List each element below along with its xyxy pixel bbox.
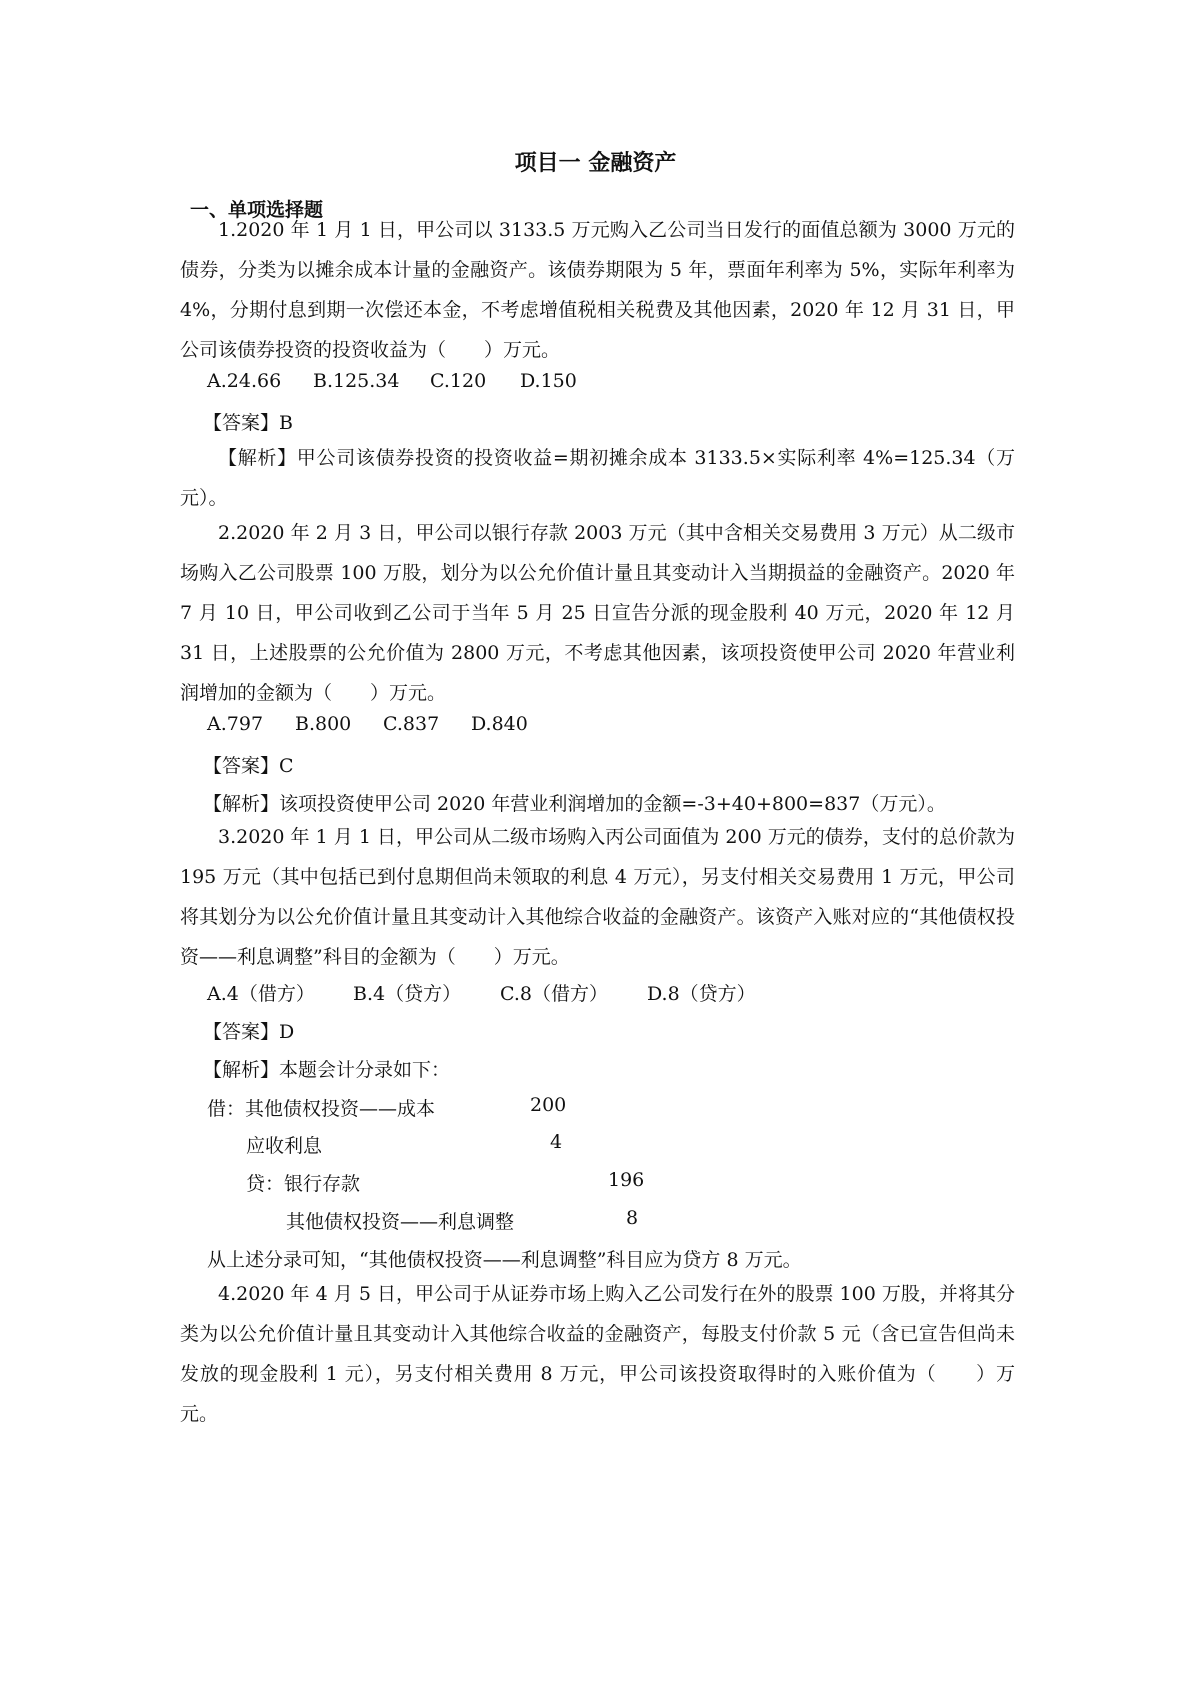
entry-debit-cost-label: 借：其他债权投资——成本 (207, 1098, 436, 1120)
entry-credit-adjustment-label: 其他债权投资——利息调整 (286, 1211, 515, 1233)
question-3-option-a: A.4（借方） (207, 983, 315, 1005)
entry-debit-interest-amount: 4 (550, 1131, 563, 1153)
question-1-option-c: C.120 (430, 370, 487, 392)
question-3-conclusion: 从上述分录可知，“其他债权投资——利息调整”科目应为贷方 8 万元。 (207, 1249, 802, 1271)
entry-credit-bank-amount: 196 (608, 1169, 645, 1191)
entry-debit-interest-label: 应收利息 (246, 1135, 323, 1157)
question-3-answer: 【答案】D (203, 1021, 295, 1043)
question-4-stem: 4.2020 年 4 月 5 日，甲公司于从证券市场上购入乙公司发行在外的股票 100 万股，并将其分类为以公允价值计量且其变动计入其他综合收益的金融资产，每股支付价款 5 元（含已宣告但尚未发放的现金股利 1 元），另支付相关费用 8 万元，甲公司该投资取得时的入账价值为（ ）万元。 (180, 1283, 1015, 1425)
question-3-option-b: B.4（贷方） (353, 983, 462, 1005)
question-3-stem: 3.2020 年 1 月 1 日，甲公司从二级市场购入丙公司面值为 200 万元的债券，支付的总价款为 195 万元（其中包括已到付息期但尚未领取的利息 4 万元），另支付相关交易费用 1 万元，甲公司将其划分为以公允价值计量且其变动计入其他综合收益的金融资产。该资产入账对应的“其他债权投资——利息调整”科目的金额为（ ）万元。 (180, 826, 1015, 968)
question-2-option-d: D.840 (471, 713, 528, 735)
question-1-option-d: D.150 (520, 370, 577, 392)
question-1-analysis: 【解析】甲公司该债券投资的投资收益=期初摊余成本 3133.5×实际利率 4%=125.34（万元）。 (180, 447, 1015, 509)
question-3-option-c: C.8（借方） (500, 983, 608, 1005)
entry-credit-adjustment-amount: 8 (626, 1207, 639, 1229)
question-3-analysis: 【解析】本题会计分录如下： (203, 1059, 451, 1081)
question-3-option-d: D.8（贷方） (647, 983, 756, 1005)
entry-credit-bank-label: 贷：银行存款 (246, 1173, 361, 1195)
entry-debit-cost-amount: 200 (530, 1094, 567, 1116)
question-1-option-b: B.125.34 (313, 370, 400, 392)
question-2-option-b: B.800 (295, 713, 352, 735)
question-1-stem: 1.2020 年 1 月 1 日，甲公司以 3133.5 万元购入乙公司当日发行的面值总额为 3000 万元的债券，分类为以摊余成本计量的金融资产。该债券期限为 5 年，票面年利率为 5%，实际年利率为 4%，分期付息到期一次偿还本金，不考虑增值税相关税费及其他因素，2020 年 12 月 31 日，甲公司该债券投资的投资收益为（ ）万元。 (180, 219, 1015, 361)
page-title: 项目一 金融资产 (514, 151, 677, 176)
question-2-analysis: 【解析】该项投资使甲公司 2020 年营业利润增加的金额=-3+40+800=837（万元）。 (203, 793, 946, 815)
question-2-answer: 【答案】C (203, 755, 294, 777)
question-2-option-c: C.837 (383, 713, 440, 735)
question-1-option-a: A.24.66 (207, 370, 282, 392)
question-2-stem: 2.2020 年 2 月 3 日，甲公司以银行存款 2003 万元（其中含相关交易费用 3 万元）从二级市场购入乙公司股票 100 万股，划分为以公允价值计量且其变动计入当期损益的金融资产。2020 年 7 月 10 日，甲公司收到乙公司于当年 5 月 25 日宣告分派的现金股利 40 万元，2020 年 12 月 31 日，上述股票的公允价值为 2800 万元，不考虑其他因素，该项投资使甲公司 2020 年营业利润增加的金额为（ ）万元。 (180, 522, 1015, 704)
section-heading: 一、单项选择题 (190, 199, 324, 221)
question-2-option-a: A.797 (207, 713, 264, 735)
question-1-answer: 【答案】B (203, 412, 293, 434)
